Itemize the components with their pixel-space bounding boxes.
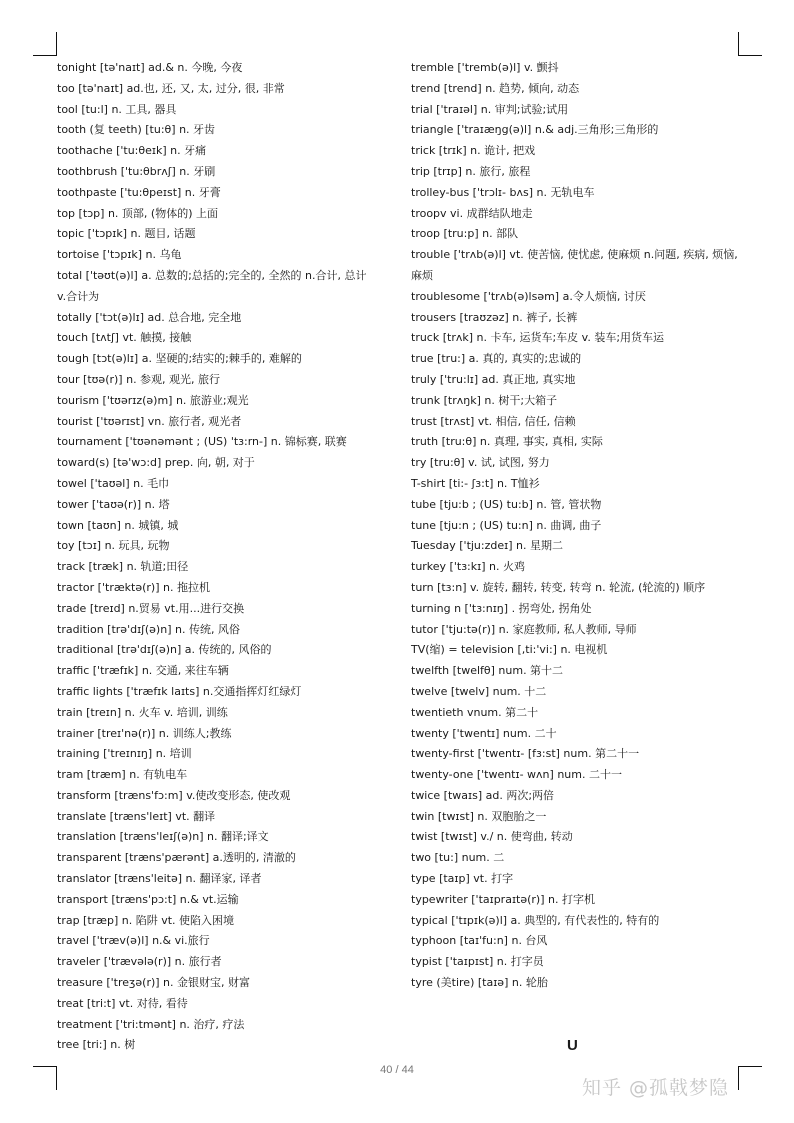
vocab-entry: track [træk] n. 轨道;田径 xyxy=(57,560,189,574)
vocab-entry: truth [tru:θ] n. 真理, 事实, 真相, 实际 xyxy=(411,435,603,449)
vocab-entry: tooth (复 teeth) [tu:θ] n. 牙齿 xyxy=(57,123,216,137)
vocab-entry: translate [træns'leɪt] vt. 翻译 xyxy=(57,809,216,823)
vocab-entry: try [tru:θ] v. 试, 试图, 努力 xyxy=(411,456,550,470)
vocab-entry: translation [træns'leɪʃ(ə)n] n. 翻译;译文 xyxy=(57,830,269,844)
vocab-entry: trainer [treɪ'nə(r)] n. 训练人;教练 xyxy=(57,726,232,740)
crop-mark-top-left-v xyxy=(56,32,57,56)
vocab-entry: tradition [trə'dɪʃ(ə)n] n. 传统, 风俗 xyxy=(57,622,240,636)
vocab-entry: travel ['træv(ə)l] n.& vi.旅行 xyxy=(57,934,210,948)
vocab-entry: toward(s) [tə'wɔ:d] prep. 向, 朝, 对于 xyxy=(57,456,255,470)
vocab-entry: tour [tʊə(r)] n. 参观, 观光, 旅行 xyxy=(57,372,221,386)
vocab-entry: twenty ['twentɪ] num. 二十 xyxy=(411,726,557,740)
vocab-entry: toothbrush ['tu:θbrʌʃ] n. 牙刷 xyxy=(57,164,216,178)
vocab-entry: train [treɪn] n. 火车 v. 培训, 训练 xyxy=(57,705,228,719)
vocab-entry: typist ['taɪpɪst] n. 打字员 xyxy=(411,955,544,969)
vocab-entry: tower ['taʊə(r)] n. 塔 xyxy=(57,497,170,511)
vocab-entry: tree [tri:] n. 树 xyxy=(57,1038,136,1052)
vocab-entry: typhoon [taɪ'fu:n] n. 台风 xyxy=(411,934,548,948)
vocab-entry: trend [trend] n. 趋势, 倾向, 动态 xyxy=(411,81,580,95)
vocab-entry: totally ['tɔt(ə)lɪ] ad. 总合地, 完全地 xyxy=(57,310,242,324)
vocab-entry: typical ['tɪpɪk(ə)l] a. 典型的, 有代表性的, 特有的 xyxy=(411,913,660,927)
watermark-text: 知乎 @孤戟梦隐 xyxy=(582,1077,730,1099)
vocab-entry: topic ['tɔpɪk] n. 题目, 话题 xyxy=(57,227,196,241)
vocab-entry: trick [trɪk] n. 诡计, 把戏 xyxy=(411,144,536,158)
vocab-entry: transport [træns'pɔ:t] n.& vt.运输 xyxy=(57,892,239,906)
vocab-entry: tourist ['tʊərɪst] vn. 旅行者, 观光者 xyxy=(57,414,242,428)
vocab-entry: TV(缩) = television [,ti:'vi:] n. 电视机 xyxy=(411,643,608,657)
vocab-entry: truly ['tru:lɪ] ad. 真正地, 真实地 xyxy=(411,372,576,386)
vocab-entry: tourism ['tʊərɪz(ə)m] n. 旅游业;观光 xyxy=(57,393,249,407)
vocab-entry: transparent [træns'pærənt] a.透明的, 清澈的 xyxy=(57,851,296,865)
vocab-entry: tutor ['tju:tə(r)] n. 家庭教师, 私人教师, 导师 xyxy=(411,622,637,636)
vocab-entry: twelve [twelv] num. 十二 xyxy=(411,684,547,698)
vocab-entry: training ['treɪnɪŋ] n. 培训 xyxy=(57,747,192,761)
vocab-entry: turning n ['tɜ:nɪŋ] . 拐弯处, 拐角处 xyxy=(411,601,592,615)
vocab-entry: twelfth [twelfθ] num. 第十二 xyxy=(411,664,564,678)
vocab-entry: translator [træns'leitə] n. 翻译家, 译者 xyxy=(57,872,262,886)
crop-mark-top-left-h xyxy=(33,55,57,56)
vocab-entry: twice [twaɪs] ad. 两次;两倍 xyxy=(411,788,555,802)
vocab-entry: trousers [traʊzəz] n. 裤子, 长裤 xyxy=(411,310,578,324)
vocab-entry: turkey ['tɜ:kɪ] n. 火鸡 xyxy=(411,560,525,574)
vocab-entry: traffic lights ['træfɪk laɪts] n.交通指挥灯红绿灯 xyxy=(57,684,302,698)
vocab-entry: twentieth vnum. 第二十 xyxy=(411,705,539,719)
vocab-entry: type [taɪp] vt. 打字 xyxy=(411,872,514,886)
vocab-entry: tractor ['træktə(r)] n. 拖拉机 xyxy=(57,580,210,594)
vocab-entry: triangle ['traɪæŋg(ə)l] n.& adj.三角形;三角形的 xyxy=(411,123,659,137)
vocab-entry: top [tɔp] n. 顶部, (物体的) 上面 xyxy=(57,206,218,220)
vocab-entry: touch [tʌtʃ] vt. 触摸, 接触 xyxy=(57,331,192,345)
vocab-entry: toothpaste ['tu:θpeɪst] n. 牙膏 xyxy=(57,185,221,199)
vocab-entry: too [tə'naɪt] ad.也, 还, 又, 太, 过分, 很, 非常 xyxy=(57,81,285,95)
vocab-entry: tube [tju:b ; (US) tu:b] n. 管, 管状物 xyxy=(411,497,602,511)
vocab-entry: treat [tri:t] vt. 对待, 看待 xyxy=(57,996,188,1010)
section-letter-heading: U xyxy=(567,1037,578,1054)
vocab-entry: twin [twɪst] n. 双胞胎之一 xyxy=(411,809,547,823)
vocab-entry: tool [tu:l] n. 工具, 器具 xyxy=(57,102,177,116)
vocab-entry: trouble ['trʌb(ə)l] vt. 使苦恼, 使忧虑, 使麻烦 n.问题, 疾病, 烦恼, 麻烦 xyxy=(411,248,738,282)
vocab-entry: tonight [tə'naɪt] ad.& n. 今晚, 今夜 xyxy=(57,61,243,74)
vocab-entry: turn [tɜ:n] v. 旋转, 翻转, 转变, 转弯 n. 轮流, (轮流的) 顺序 xyxy=(411,580,706,594)
vocab-entry: traditional [trə'dɪʃ(ə)n] a. 传统的, 风俗的 xyxy=(57,643,272,657)
vocab-entry: Tuesday ['tju:zdeɪ] n. 星期二 xyxy=(411,539,563,553)
vocab-entry: truck [trʌk] n. 卡车, 运货车;车皮 v. 装车;用货车运 xyxy=(411,331,665,345)
vocab-entry: typewriter ['taɪpraɪtə(r)] n. 打字机 xyxy=(411,892,595,906)
vocab-entry: trust [trʌst] vt. 相信, 信任, 信赖 xyxy=(411,414,576,428)
vocab-entry: twenty-first ['twentɪ- [fɜ:st] num. 第二十一 xyxy=(411,747,640,761)
vocab-entry: tournament ['tʊənəmənt ; (US) 'tɜ:rn-] n. 锦标赛, 联赛 xyxy=(57,435,347,449)
vocab-entry: traffic ['træfɪk] n. 交通, 来往车辆 xyxy=(57,664,229,678)
vocab-entry: tough [tɔt(ə)lɪ] a. 坚硬的;结实的;棘手的, 难解的 xyxy=(57,352,302,366)
vocab-entry: towel ['taʊəl] n. 毛巾 xyxy=(57,476,170,490)
vocab-entry: troublesome ['trʌb(ə)lsəm] a.令人烦恼, 讨厌 xyxy=(411,289,646,303)
vocab-entry: trial ['traɪəl] n. 审判;试验;试用 xyxy=(411,102,569,116)
vocab-entry: tyre (美tire) [taɪə] n. 轮胎 xyxy=(411,976,548,990)
vocab-entry: troop [tru:p] n. 部队 xyxy=(411,227,519,241)
vocab-entry: twist [twɪst] v./ n. 使弯曲, 转动 xyxy=(411,830,573,844)
vocab-entry: treasure ['treʒə(r)] n. 金银财宝, 财富 xyxy=(57,976,250,990)
vocab-column-right xyxy=(411,58,743,994)
vocab-column-left xyxy=(57,58,377,1056)
vocab-entry: true [tru:] a. 真的, 真实的;忠诚的 xyxy=(411,352,582,366)
vocab-entry: twenty-one ['twentɪ- wʌn] num. 二十一 xyxy=(411,768,622,782)
vocab-entry: trap [træp] n. 陷阱 vt. 使陷入困境 xyxy=(57,913,235,927)
vocab-entry: treatment ['tri:tmənt] n. 治疗, 疗法 xyxy=(57,1017,245,1031)
vocab-entry: town [taʊn] n. 城镇, 城 xyxy=(57,518,179,532)
vocab-entry: tremble ['tremb(ə)l] v. 颤抖 xyxy=(411,61,559,74)
crop-mark-top-right-v xyxy=(738,32,739,56)
vocab-entry: two [tu:] num. 二 xyxy=(411,851,505,865)
vocab-entry: total ['təʊt(ə)l] a. 总数的;总括的;完全的, 全然的 n.合计, 总计 v.合计为 xyxy=(57,268,367,303)
vocab-entry: trunk [trʌŋk] n. 树干;大箱子 xyxy=(411,393,558,407)
page-number: 40 / 44 xyxy=(380,1064,414,1076)
vocab-entry: toothache ['tu:θeɪk] n. 牙痛 xyxy=(57,144,207,158)
vocab-entry: tram [træm] n. 有轨电车 xyxy=(57,768,188,782)
vocab-entry: troopv vi. 成群结队地走 xyxy=(411,206,533,220)
vocab-entry: trolley-bus ['trɔlɪ- bʌs] n. 无轨电车 xyxy=(411,185,595,199)
vocab-entry: transform [træns'fɔ:m] v.使改变形态, 使改观 xyxy=(57,788,291,802)
vocab-entry: trade [treɪd] n.贸易 vt.用...进行交换 xyxy=(57,601,245,615)
vocab-entry: traveler ['trævələ(r)] n. 旅行者 xyxy=(57,955,222,969)
vocab-entry: tortoise ['tɔpɪk] n. 乌龟 xyxy=(57,248,182,262)
crop-mark-top-right-h xyxy=(738,55,762,56)
vocab-entry: T-shirt [ti:- ʃɜ:t] n. T恤衫 xyxy=(411,476,540,490)
vocab-entry: toy [tɔɪ] n. 玩具, 玩物 xyxy=(57,539,170,553)
vocab-entry: tune [tju:n ; (US) tu:n] n. 曲调, 曲子 xyxy=(411,518,602,532)
vocab-entry: trip [trɪp] n. 旅行, 旅程 xyxy=(411,164,531,178)
